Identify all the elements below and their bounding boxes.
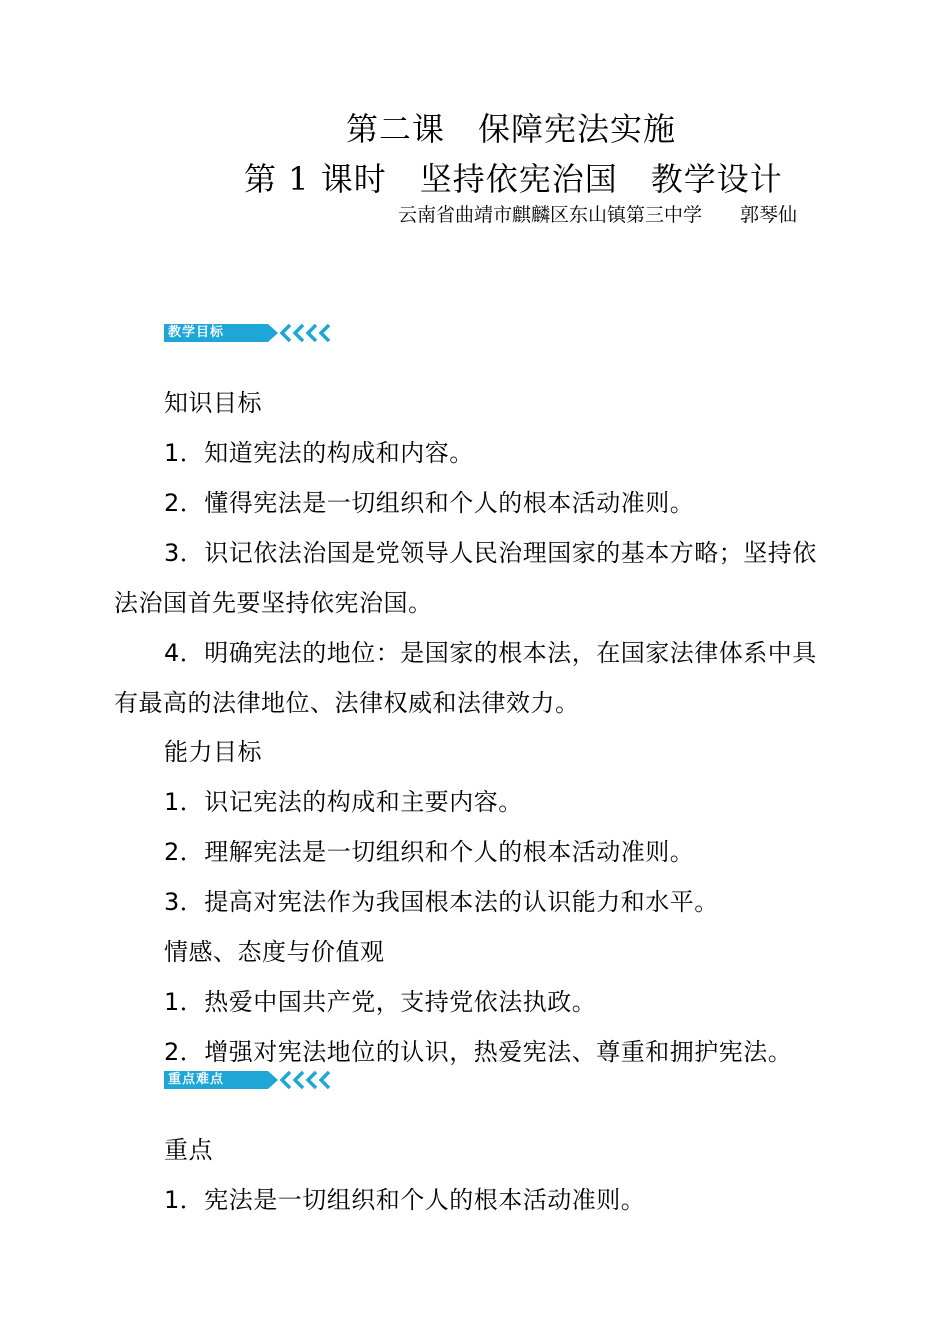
emotion-heading: 情感、态度与价值观 xyxy=(164,938,385,966)
objectives-banner xyxy=(164,322,334,344)
list-item: 3．识记依法治国是党领导人民治理国家的基本方略；坚持依 xyxy=(164,539,817,567)
key-points-banner xyxy=(164,1069,334,1091)
list-item: 2．增强对宪法地位的认识，热爱宪法、尊重和拥护宪法。 xyxy=(164,1038,793,1066)
list-item: 1．识记宪法的构成和主要内容。 xyxy=(164,788,523,816)
knowledge-heading: 知识目标 xyxy=(164,389,262,417)
list-item: 1．宪法是一切组织和个人的根本活动准则。 xyxy=(164,1186,646,1214)
lesson-title: 第二课 保障宪法实施 xyxy=(346,110,677,148)
ability-heading: 能力目标 xyxy=(164,738,262,766)
objectives-banner-label: 教学目标 xyxy=(168,325,225,340)
list-item: 3．提高对宪法作为我国根本法的认识能力和水平。 xyxy=(164,888,719,916)
list-item-continuation: 有最高的法律地位、法律权威和法律效力。 xyxy=(114,689,580,717)
list-item-continuation: 法治国首先要坚持依宪治国。 xyxy=(114,589,433,617)
key-heading: 重点 xyxy=(164,1136,213,1164)
author-line: 云南省曲靖市麒麟区东山镇第三中学 郭琴仙 xyxy=(398,204,798,226)
list-item: 2．理解宪法是一切组织和个人的根本活动准则。 xyxy=(164,838,695,866)
period-title: 第 1 课时 坚持依宪治国 教学设计 xyxy=(244,160,783,198)
list-item: 1．知道宪法的构成和内容。 xyxy=(164,439,474,467)
list-item: 1．热爱中国共产党，支持党依法执政。 xyxy=(164,988,597,1016)
list-item: 2．懂得宪法是一切组织和个人的根本活动准则。 xyxy=(164,489,695,517)
key-points-banner-label: 重点难点 xyxy=(168,1072,225,1087)
list-item: 4．明确宪法的地位：是国家的根本法，在国家法律体系中具 xyxy=(164,639,817,667)
